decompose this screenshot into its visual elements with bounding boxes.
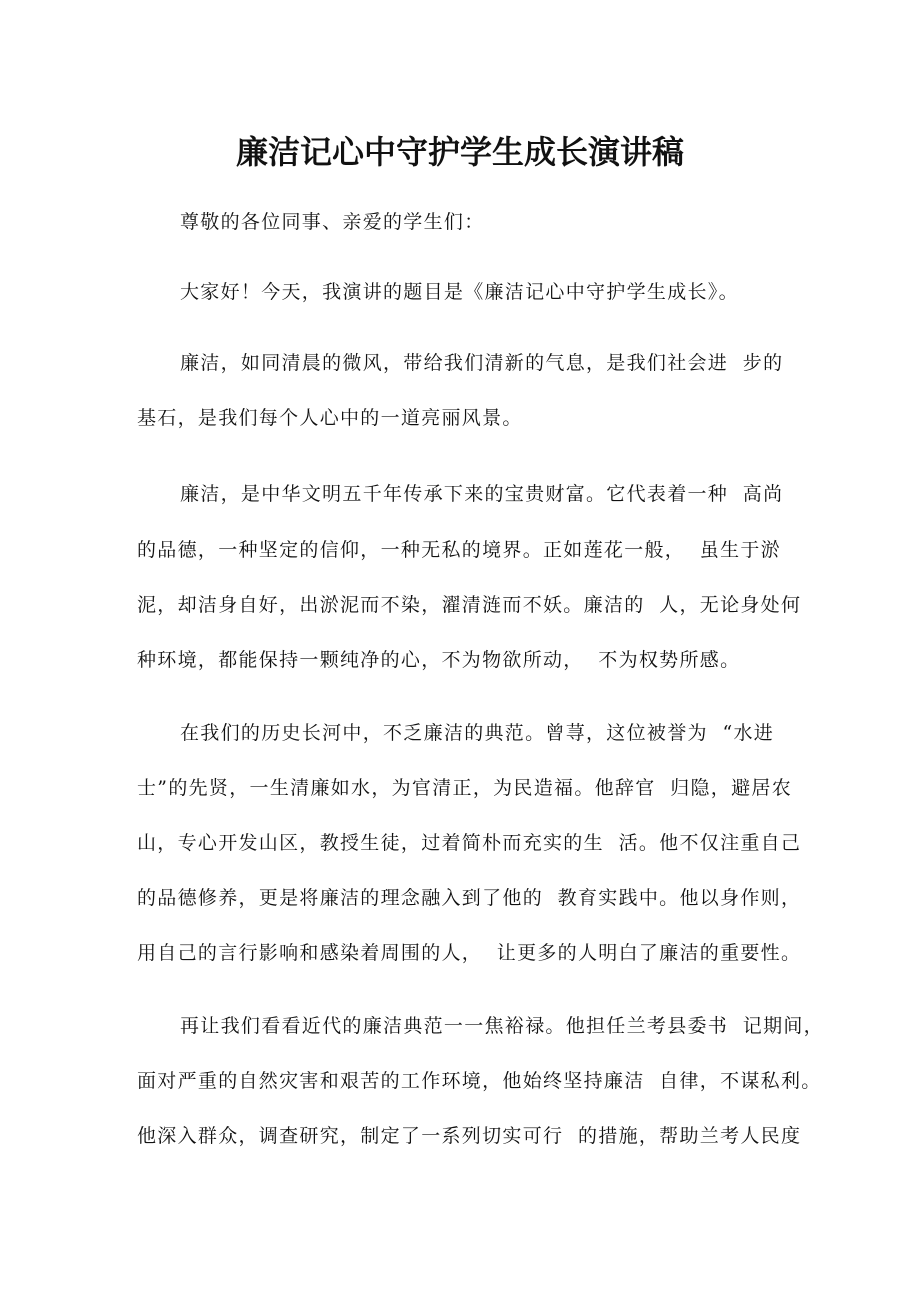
paragraph-line: 用自己的言行影响和感染着周围的人， 让更多的人明白了廉洁的重要性。 — [137, 942, 802, 964]
document-title: 廉洁记心中守护学生成长演讲稿 — [235, 133, 684, 171]
intro-line: 大家好！今天，我演讲的题目是《廉洁记心中守护学生成长》。 — [180, 281, 739, 303]
paragraph-line: 他深入群众，调查研究，制定了一系列切实可行 的措施，帮助兰考人民度 — [137, 1125, 802, 1147]
paragraph-line: 的品德，一种坚定的信仰，一种无私的境界。正如莲花一般， 虽生于淤 — [137, 539, 781, 561]
paragraph-line: 的品德修养，更是将廉洁的理念融入到了他的 教育实践中。他以身作则， — [137, 887, 802, 909]
paragraph-line: 廉洁，是中华文明五千年传承下来的宝贵财富。它代表着一种 高尚 — [180, 483, 784, 505]
paragraph-line: 在我们的历史长河中，不乏廉洁的典范。曾荨，这位被誉为 “水进 — [180, 722, 775, 744]
salutation-line: 尊敬的各位同事、亲爱的学生们： — [180, 211, 485, 233]
paragraph-line: 泥，却洁身自好，出淤泥而不染，濯清涟而不妖。廉洁的 人，无论身处何 — [137, 594, 802, 616]
paragraph-line: 面对严重的自然灾害和艰苦的工作环境，他始终坚持廉洁 自律，不谋私利。 — [137, 1070, 822, 1092]
paragraph-line: 廉洁，如同清晨的微风，带给我们清新的气息，是我们社会进 步的 — [180, 352, 784, 374]
paragraph-line: 士”的先贤，一生清廉如水，为官清正，为民造福。他辞官 归隐，避居农 — [137, 777, 792, 799]
paragraph-line: 山，专心开发山区，教授生徒，过着简朴而充实的生 活。他不仅注重自己 — [137, 832, 802, 854]
paragraph-line: 基石，是我们每个人心中的一道亮丽风景。 — [137, 407, 523, 429]
paragraph-line: 种环境，都能保持一颗纯净的心，不为物欲所动， 不为权势所感。 — [137, 649, 741, 671]
paragraph-line: 再让我们看看近代的廉洁典范一一焦裕禄。他担任兰考县委书 记期间， — [180, 1015, 824, 1037]
